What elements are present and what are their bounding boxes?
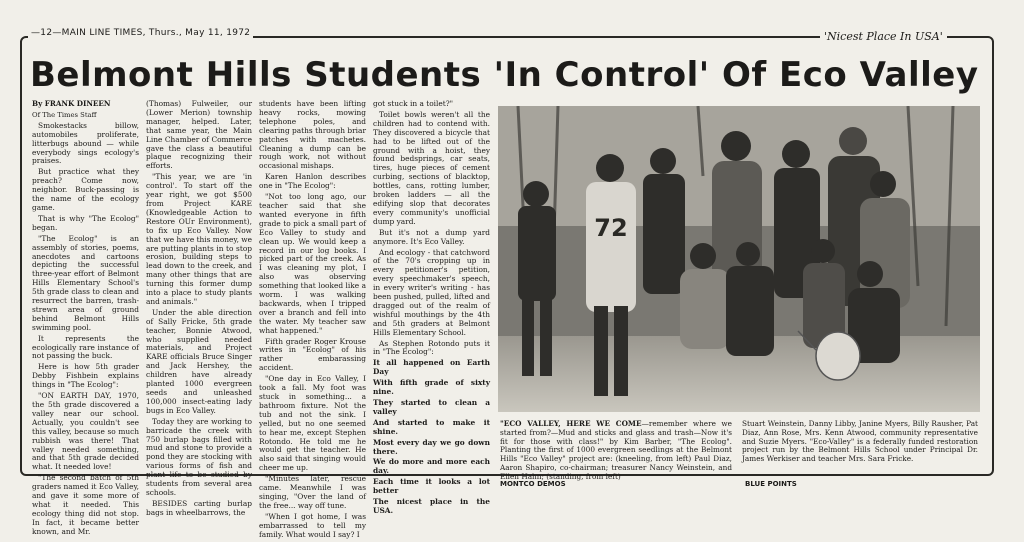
poem-line: Most every day we go down there. (373, 437, 490, 456)
paragraph: But it's not a dump yard anymore. It's Eco Valley. (373, 227, 490, 246)
paragraph: Under the able direction of Sally Fricke, 5th grade teacher, Bonnie Atwood, who supplied needed materials, and Project KARE officials Bruce Singer and Jack Hershey, the children have already planted 1000 evergreen seeds and unleashed 100,000 insect-eating lady bugs in Eco Valley. (146, 307, 252, 415)
poem-line: With fifth grade of sixty nine. (373, 378, 490, 397)
paragraph: BESIDES carting burlap bags in wheelbarrows, the (146, 498, 252, 517)
poem-line: And started to make it shine. (373, 417, 490, 436)
paragraph: Smokestacks billow, automobiles proliferate, litterbugs abound — while everybody sings ecology's praises. (32, 120, 139, 166)
photo-illustration (498, 106, 980, 412)
caption-text: —remember where we started from?—Mud and sticks and glass and trash—Now it's fit for those with class!" by Kim Barber, "The Ecolog". Planting the first of 1000 evergreen seedlings at the Belmont Hills "Eco Valley" project are: (kneeling, from left) Paul Diaz, Aaron Shapiro, co-chairman; treasurer Nancy Weinstein, and Ellen Hahn; (standing, from left) (500, 419, 732, 481)
paragraph: "ON EARTH DAY, 1970, the 5th grade discovered a valley near our school. Actually, you couldn't see this valley, because so much rubbish was there! That valley needed something, and that 5th grade decided what. It needed love! (32, 391, 139, 472)
paragraph: "The Ecolog" is an assembly of stories, poems, anecdotes and cartoons depicting the successful three-year effort of Belmont Hills Elementary School's 5th grade class to clean and resurrect the barren, trash-strewn area of ground behind Belmont Hills swimming pool. (32, 233, 139, 332)
byline-author: By FRANK DINEEN (32, 99, 111, 108)
paragraph: "Minutes later, rescue came. Meanwhile I was singing, "Over the land of the free... way off tune. (259, 474, 366, 510)
caption-lead: "ECO VALLEY, HERE WE COME (500, 419, 642, 428)
paragraph: students have been lifting heavy rocks, mowing telephone poles, and clearing paths through briar patches with machetes. Cleaning a dump can be rough work, not without occasional mishaps. (259, 99, 366, 171)
paragraph: Here is how 5th grader Debby Fishbein explains things in "The Ecolog": (32, 362, 139, 390)
paragraph: But practice what they preach? Come now, neighbor. Buck-passing is the name of the ecology game. (32, 167, 139, 212)
poem-line: It all happened on Earth Day (373, 358, 490, 377)
paragraph: As Stephen Rotondo puts it in "The Ecolog": (373, 338, 490, 357)
paragraph: (Thomas) Fulweiler, our (Lower Merion) township manager, helped. Later, that same year, the Main Line Chamber of Commerce gave the class a beautiful plaque recognizing their efforts. (146, 99, 252, 171)
article-column-4 (373, 100, 490, 518)
headline: Belmont Hills Students 'In Control' Of Eco Valley (30, 55, 979, 95)
paragraph: "This year, we are 'in control'. To start off the year right, we got $500 from Project KARE (Knowledgeable Action to Restore OUr Environment), to fix up Eco Valley. Now that we have this money, we are putting plants in to stop erosion, building steps to lead down to the creek, and many other things that are turning this former dump into a place to study plants and animals." (146, 172, 252, 306)
paragraph: Fifth grader Roger Krouse writes in "Ecolog" of his rather embarassing accident. (259, 336, 366, 373)
paragraph: got stuck in a toilet?" (373, 99, 454, 108)
byline-staff: Of The Times Staff (32, 110, 97, 119)
poem-line: We do more and more each day. (373, 457, 490, 476)
poem (373, 359, 490, 516)
next-article-heading: BLUE POINTS (745, 480, 797, 488)
paragraph: Karen Hanlon describes one in "The Ecolog": (259, 172, 366, 191)
paragraph: "One day in Eco Valley, I took a fall. My foot was stuck in something... a bathroom fixture. Not the tub and not the sink. I yelled, but no one seemed to hear me, except Stephen Rotondo. He told me he would get the teacher. He also said that singing would cheer me up. (259, 374, 366, 473)
paragraph: "The second batch of 5th graders named it Eco Valley, and gave it some more of what it needed. This ecology thing did not stop. In fact, it became better known, and Mr. (32, 473, 139, 536)
caption-text: Stuart Weinstein, Danny Libby, Janine Myers, Billy Rausher, Pat Diaz, Ann Rose, Mrs. Kenn Atwood, community representative and Suzie Myers. "Eco-Valley" is a federally funded restoration project run by the Belmont Hills School under Principal Dr. James Werkiser and teacher Mrs. Sara Fricke. (742, 419, 978, 464)
article-column-3 (259, 100, 366, 542)
section-slogan: 'Nicest Place In USA' (820, 30, 947, 43)
poem-line: They started to clean a valley (373, 398, 490, 416)
jersey-number: 72 (594, 214, 628, 242)
group-photo (498, 106, 980, 412)
paragraph: "When I got home, I was embarrassed to tell my family. What would I say? I (259, 511, 366, 539)
article-column-2 (146, 100, 252, 520)
photo-caption-right (742, 420, 978, 464)
paragraph: That is why "The Ecolog" began. (32, 213, 139, 232)
poem-line: The nicest place in the USA. (373, 497, 490, 515)
page-dateline: —12—MAIN LINE TIMES, Thurs., May 11, 1972 (28, 28, 253, 38)
poem-line: Each time it looks a lot better (373, 477, 490, 496)
paragraph: And ecology - that catchword of the 70's cropping up in every petitioner's petition, every speechmaker's speech, in every writer's writing - has been pushed, pulled, lifted and dragged out of the realm of wishful mouthings by the 4th and 5th graders at Belmont Hills Elementary School. (373, 247, 490, 337)
paragraph: It represents the ecologically rare instance of not passing the buck. (32, 333, 139, 361)
next-article-heading: MONTCO DEMOS (500, 480, 566, 488)
article-column-1 (32, 100, 139, 539)
paragraph: "Not too long ago, our teacher said that she wanted everyone in fifth grade to pick a small part of Eco Valley to study and clean up. We would keep a record in our log books. I picked part of the creek. As I was cleaning my plot, I also was observing something that looked like a worm. I was walking backwards, when I tripped over a branch and fell into the water. My teacher saw what happened." (259, 192, 366, 335)
photo-caption-left (500, 420, 732, 482)
paragraph: Today they are working to barricade the creek with 750 burlap bags filled with mud and stone to provide a pond they are stocking with various forms of fish and plant life to be studied by students from several area schools. (146, 416, 252, 497)
paragraph: Toilet bowls weren't all the children had to contend with. They discovered a bicycle that had to be lifted out of the ground with a hoist, they found bedsprings, car seats, tires, huge pieces of cement curbing, sections of blacktop, bottles, cans, rotting lumber, broken ladders — all the edifying slop that decorates every community's unofficial dump yard. (373, 109, 490, 226)
